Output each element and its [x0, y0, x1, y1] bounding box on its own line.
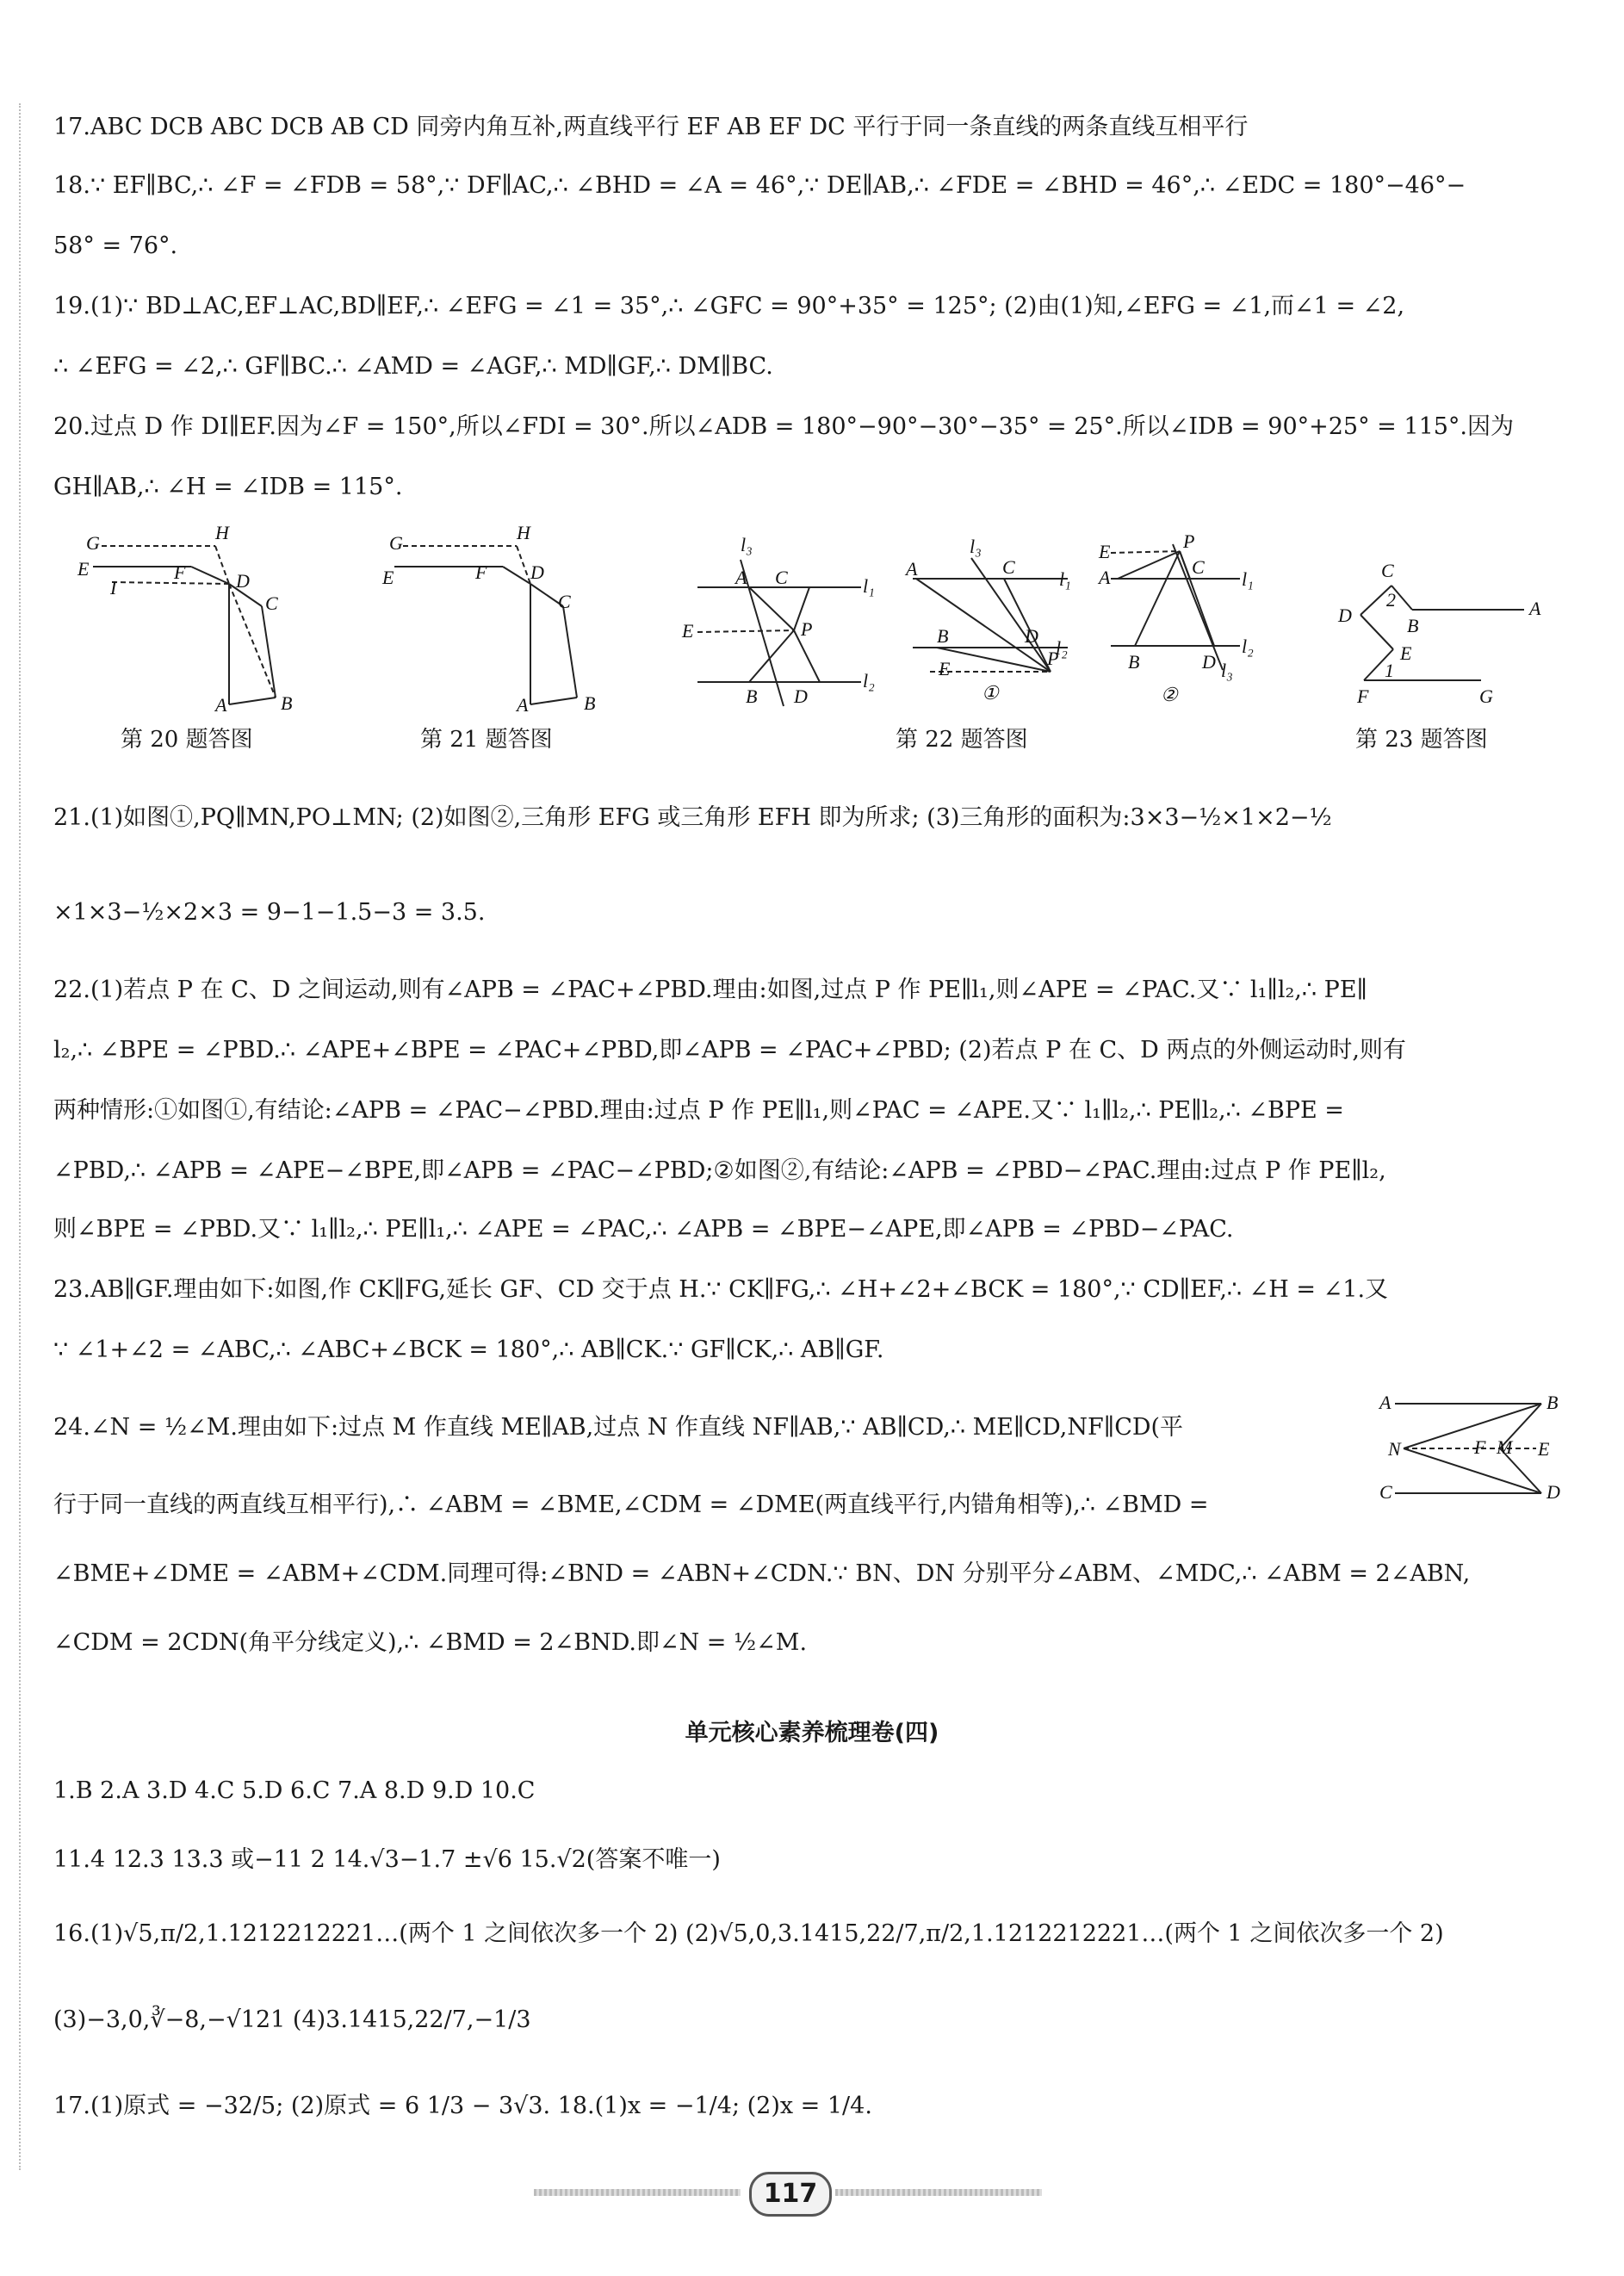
figure-23-svg — [1326, 551, 1550, 706]
label: F — [1357, 685, 1369, 707]
label: ② — [1161, 684, 1178, 705]
answer-22-l3: 两种情形:①如图①,有结论:∠APB = ∠PAC−∠PBD.理由:过点 P 作 PE∥l₁,则∠PAC = ∠APE.又∵ l₁∥l₂,∴ PE∥l₂,∴ ∠BPE = — [53, 1097, 1344, 1124]
label: l₂ — [1242, 636, 1254, 657]
label: C — [1379, 1481, 1392, 1503]
label: 2 — [1386, 589, 1396, 611]
caption-fig21: 第 21 题答图 — [420, 727, 553, 753]
label: P — [801, 618, 813, 640]
label: B — [281, 692, 293, 714]
label: H — [215, 522, 229, 543]
figure-22-main — [672, 534, 896, 710]
answer-23: 23.AB∥GF.理由如下:如图,作 CK∥FG,延长 GF、CD 交于点 H.∵ CK∥FG,∴ ∠H+∠2+∠BCK = 180°,∵ CD∥EF,∴ ∠H = ∠1.又 — [53, 1276, 1389, 1303]
answer-24-l3: ∠BME+∠DME = ∠ABM+∠CDM.同理可得:∠BND = ∠ABN+∠CDN.∵ BN、DN 分别平分∠ABM、∠MDC,∴ ∠ABM = 2∠ABN, — [53, 1560, 1471, 1587]
answer-18-cont: 58° = 76°. — [53, 233, 178, 259]
label: H — [517, 522, 530, 543]
margin-dotted-line — [19, 103, 21, 2170]
answer-21: 21.(1)如图①,PQ∥MN,PO⊥MN; (2)如图②,三角形 EFG 或三角形 EFH 即为所求; (3)三角形的面积为:3×3−½×1×2−½ — [53, 804, 1332, 831]
label: D — [1547, 1481, 1560, 1503]
label: B — [1128, 651, 1140, 673]
answer-24-l1: 24.∠N = ½∠M.理由如下:过点 M 作直线 ME∥AB,过点 N 作直线 NF∥AB,∵ AB∥CD,∴ ME∥CD,NF∥CD(平 — [53, 1414, 1184, 1441]
label: A — [1379, 1392, 1392, 1413]
label: D — [1025, 625, 1038, 647]
label: B — [1547, 1392, 1559, 1413]
answer-22-l1: 22.(1)若点 P 在 C、D 之间运动,则有∠APB = ∠PAC+∠PBD.理由:如图,过点 P 作 PE∥l₁,则∠APE = ∠PAC.又∵ l₁∥l₂,∴ PE∥ — [53, 977, 1367, 1003]
label: G — [1479, 685, 1493, 707]
label: E — [1099, 541, 1111, 562]
figure-20 — [77, 522, 336, 718]
page-number: 117 — [749, 2172, 832, 2217]
answer-23-cont: ∵ ∠1+∠2 = ∠ABC,∴ ∠ABC+∠BCK = 180°,∴ AB∥CK.∵ GF∥CK,∴ AB∥GF. — [53, 1336, 884, 1363]
label: I — [110, 577, 117, 598]
answer-24-l2: 行于同一直线的两直线互相平行),∴ ∠ABM = ∠BME,∠CDM = ∠DME(两直线平行,内错角相等),∴ ∠BMD = — [53, 1491, 1209, 1518]
answer-19: 19.(1)∵ BD⊥AC,EF⊥AC,BD∥EF,∴ ∠EFG = ∠1 = 35°,∴ ∠GFC = 90°+35° = 125°; (2)由(1)知,∠EFG = ∠1,而∠1 = ∠2, — [53, 293, 1405, 319]
label: B — [584, 692, 596, 714]
figure-22-main-svg — [672, 534, 896, 706]
figure-22-case1 — [896, 534, 1094, 718]
answer-22-l5: 则∠BPE = ∠PBD.又∵ l₁∥l₂,∴ PE∥l₁,∴ ∠APE = ∠PAC,∴ ∠APB = ∠BPE−∠APE,即∠APB = ∠PBD−∠PAC. — [53, 1216, 1234, 1243]
label: 1 — [1385, 660, 1394, 681]
answer-16-l1: 16.(1)√5,π/2,1.1212212221…(两个 1 之间依次多一个 2) (2)√5,0,3.1415,22/7,π/2,1.1212212221…(两个 1 之间依次多一个 2) — [53, 1920, 1444, 1947]
answers-11-15: 11.4 12.3 13.3 或−11 2 14.√3−1.7 ±√6 15.√2(答案不唯一) — [53, 1846, 721, 1873]
answer-24-l4: ∠CDM = 2CDN(角平分线定义),∴ ∠BMD = 2∠BND.即∠N = ½∠M. — [53, 1629, 808, 1656]
label: l₁ — [1242, 568, 1254, 590]
label: A — [215, 694, 227, 716]
page-footer — [534, 2170, 1042, 2213]
label: F — [174, 561, 186, 583]
label: C — [558, 591, 571, 612]
label: E — [682, 620, 694, 642]
label: D — [1202, 651, 1216, 673]
answer-22-l4: ∠PBD,∴ ∠APB = ∠APE−∠BPE,即∠APB = ∠PAC−∠PBD;②如图②,有结论:∠APB = ∠PBD−∠PAC.理由:过点 P 作 PE∥l₂, — [53, 1157, 1386, 1184]
label: A — [517, 694, 529, 716]
figure-23 — [1326, 551, 1550, 710]
label: B — [746, 685, 758, 707]
answer-22-l2: l₂,∴ ∠BPE = ∠PBD.∴ ∠APE+∠BPE = ∠PAC+∠PBD,即∠APB = ∠PAC+∠PBD; (2)若点 P 在 C、D 两点的外侧运动时,则有 — [53, 1037, 1406, 1064]
answer-16-l2: (3)−3,0,∛−8,−√121 (4)3.1415,22/7,−1/3 — [53, 2006, 531, 2033]
answer-21-cont: ×1×3−½×2×3 = 9−1−1.5−3 = 3.5. — [53, 899, 486, 926]
section-title: 单元核心素养梳理卷(四) — [685, 1720, 939, 1746]
answers-1-10: 1.B 2.A 3.D 4.C 5.D 6.C 7.A 8.D 9.D 10.C — [53, 1777, 536, 1804]
label: D — [1338, 605, 1352, 626]
caption-fig20: 第 20 题答图 — [121, 727, 253, 753]
label: l₃ — [1221, 660, 1233, 681]
label: E — [1538, 1438, 1550, 1460]
label: A — [906, 558, 918, 580]
label: E — [1400, 642, 1412, 664]
label: D — [236, 570, 250, 592]
label: M — [1497, 1436, 1513, 1458]
figure-21 — [379, 522, 637, 718]
label: A — [735, 567, 747, 588]
label: D — [794, 685, 808, 707]
label: C — [1002, 556, 1015, 578]
label: P — [1047, 648, 1059, 669]
answer-20-cont: GH∥AB,∴ ∠H = ∠IDB = 115°. — [53, 474, 403, 500]
figure-22-case1-svg — [896, 534, 1094, 715]
label: F — [475, 561, 487, 583]
label: D — [530, 561, 544, 583]
answer-17: 17.ABC DCB ABC DCB AB CD 同旁内角互补,两直线平行 EF AB EF DC 平行于同一条直线的两条直线互相平行 — [53, 114, 1249, 140]
caption-fig22: 第 22 题答图 — [896, 727, 1028, 753]
label: l₃ — [970, 536, 982, 557]
label: C — [1192, 556, 1205, 578]
label: l₂ — [863, 670, 875, 691]
label: F — [1474, 1436, 1486, 1458]
label: B — [937, 625, 949, 647]
footer-bar-left — [534, 2189, 741, 2196]
label: P — [1183, 530, 1195, 552]
figure-22-case2-svg — [1094, 530, 1266, 715]
answers-17-18: 17.(1)原式 = −32/5; (2)原式 = 6 1/3 − 3√3. 18.(1)x = −1/4; (2)x = 1/4. — [53, 2093, 872, 2119]
figure-24-svg — [1378, 1386, 1576, 1516]
label: l₁ — [863, 575, 875, 597]
label: l₃ — [741, 534, 753, 555]
label: G — [389, 532, 403, 554]
label: B — [1407, 615, 1419, 636]
label: C — [1381, 560, 1394, 581]
label: C — [265, 592, 278, 614]
label: l₂ — [1056, 637, 1068, 659]
label: C — [775, 567, 788, 588]
figure-24 — [1378, 1386, 1576, 1519]
answer-18: 18.∵ EF∥BC,∴ ∠F = ∠FDB = 58°,∵ DF∥AC,∴ ∠BHD = ∠A = 46°,∵ DE∥AB,∴ ∠FDE = ∠BHD = 46°,∴ ∠EDC = 180°−46°− — [53, 172, 1466, 199]
label: A — [1099, 567, 1111, 588]
label: E — [382, 567, 394, 588]
label: ① — [982, 682, 999, 704]
answer-20: 20.过点 D 作 DI∥EF.因为∠F = 150°,所以∠FDI = 30°.所以∠ADB = 180°−90°−30°−35° = 25°.所以∠IDB = 90°+25° = 115°.因为 — [53, 413, 1515, 440]
caption-fig23: 第 23 题答图 — [1355, 727, 1488, 753]
label: E — [939, 658, 951, 679]
label: G — [86, 532, 100, 554]
label: N — [1388, 1438, 1401, 1460]
label: E — [77, 558, 90, 580]
label: A — [1529, 598, 1541, 619]
answer-19-cont: ∴ ∠EFG = ∠2,∴ GF∥BC.∴ ∠AMD = ∠AGF,∴ MD∥GF,∴ DM∥BC. — [53, 353, 773, 380]
label: l₁ — [1059, 568, 1071, 590]
figure-22-case2 — [1094, 530, 1266, 718]
footer-bar-right — [835, 2189, 1042, 2196]
figure-21-svg — [379, 522, 637, 716]
figure-20-svg — [77, 522, 336, 716]
